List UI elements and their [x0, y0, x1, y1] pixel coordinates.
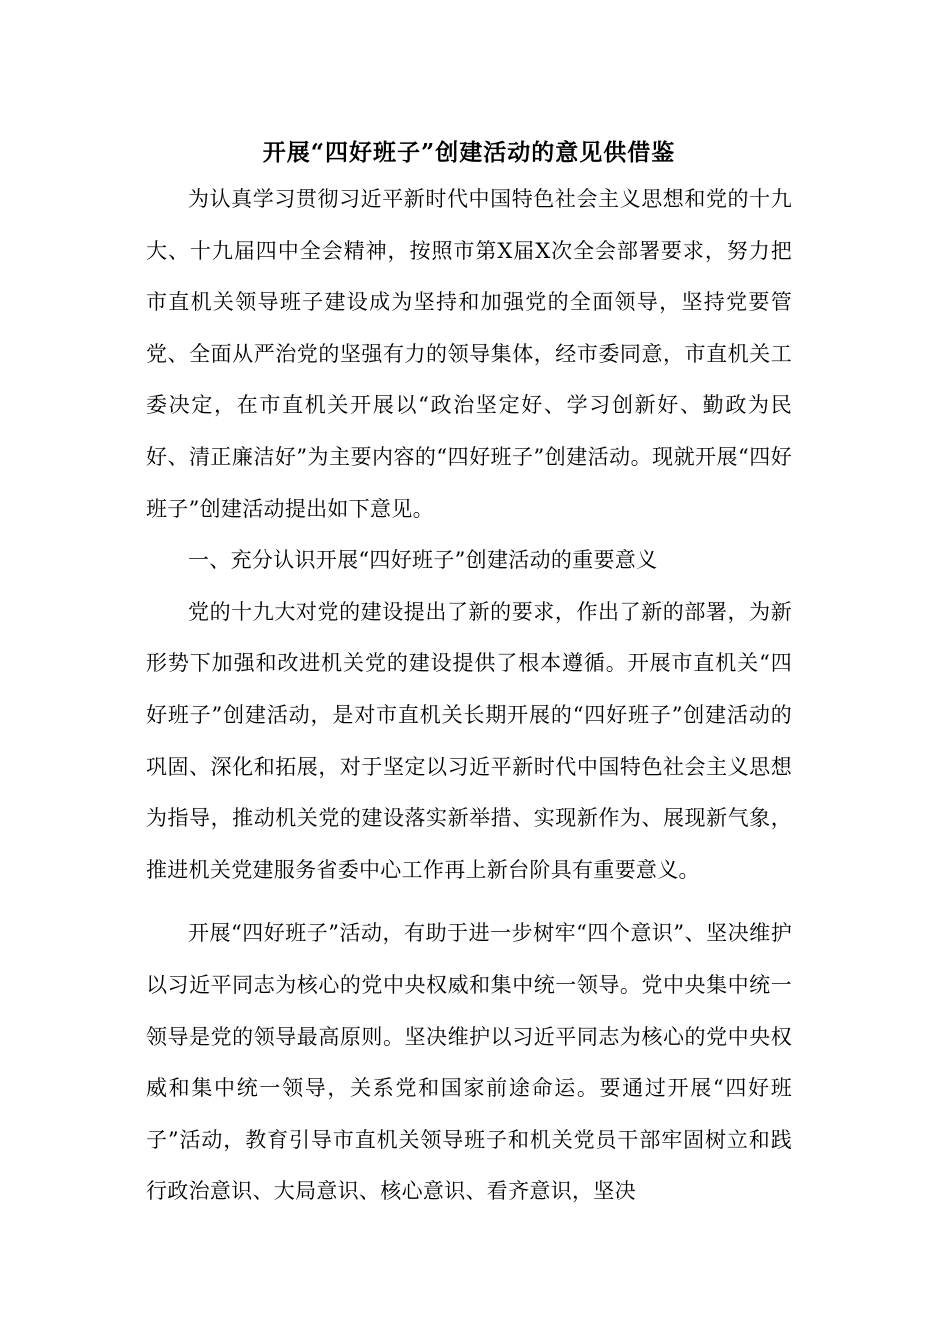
document-title: 开展“四好班子”创建活动的意见供借鉴: [262, 139, 676, 166]
section-heading-1: 一、充分认识开展“四好班子”创建活动的重要意义: [188, 548, 658, 573]
document-body: [146, 174, 792, 1218]
paragraph-four-consciousness: 开展“四好班子”活动，有助于进一步树牢“四个意识”、坚决维护以习近平同志为核心的党中央权威和集中统一领导。党中央集中统一领导是党的领导最高原则。坚决维护以习近平同志为核心的党中央权威和集中统一领导，关系党和国家前途命运。要通过开展“四好班子”活动，教育引导市直机关领导班子和机关党员干部牢固树立和践行政治意识、大局意识、核心意识、看齐意识，坚决: [146, 921, 792, 1204]
paragraph-intro: 为认真学习贯彻习近平新时代中国特色社会主义思想和党的十九大、十九届四中全会精神，按照市第X届X次全会部署要求，努力把市直机关领导班子建设成为坚持和加强党的全面领导，坚持党要管党、全面从严治党的坚强有力的领导集体，经市委同意，市直机关工委决定，在市直机关开展以“政治坚定好、学习创新好、勤政为民好、清正廉洁好”为主要内容的“四好班子”创建活动。现就开展“四好班子”创建活动提出如下意见。: [146, 187, 792, 521]
paragraph-significance: 党的十九大对党的建设提出了新的要求，作出了新的部署，为新形势下加强和改进机关党的建设提供了根本遵循。开展市直机关“四好班子”创建活动，是对市直机关长期开展的“四好班子”创建活动的巩固、深化和拓展，对于坚定以习近平新时代中国特色社会主义思想为指导，推动机关党的建设落实新举措、实现新作为、展现新气象，推进机关党建服务省委中心工作再上新台阶具有重要意义。: [146, 599, 792, 882]
